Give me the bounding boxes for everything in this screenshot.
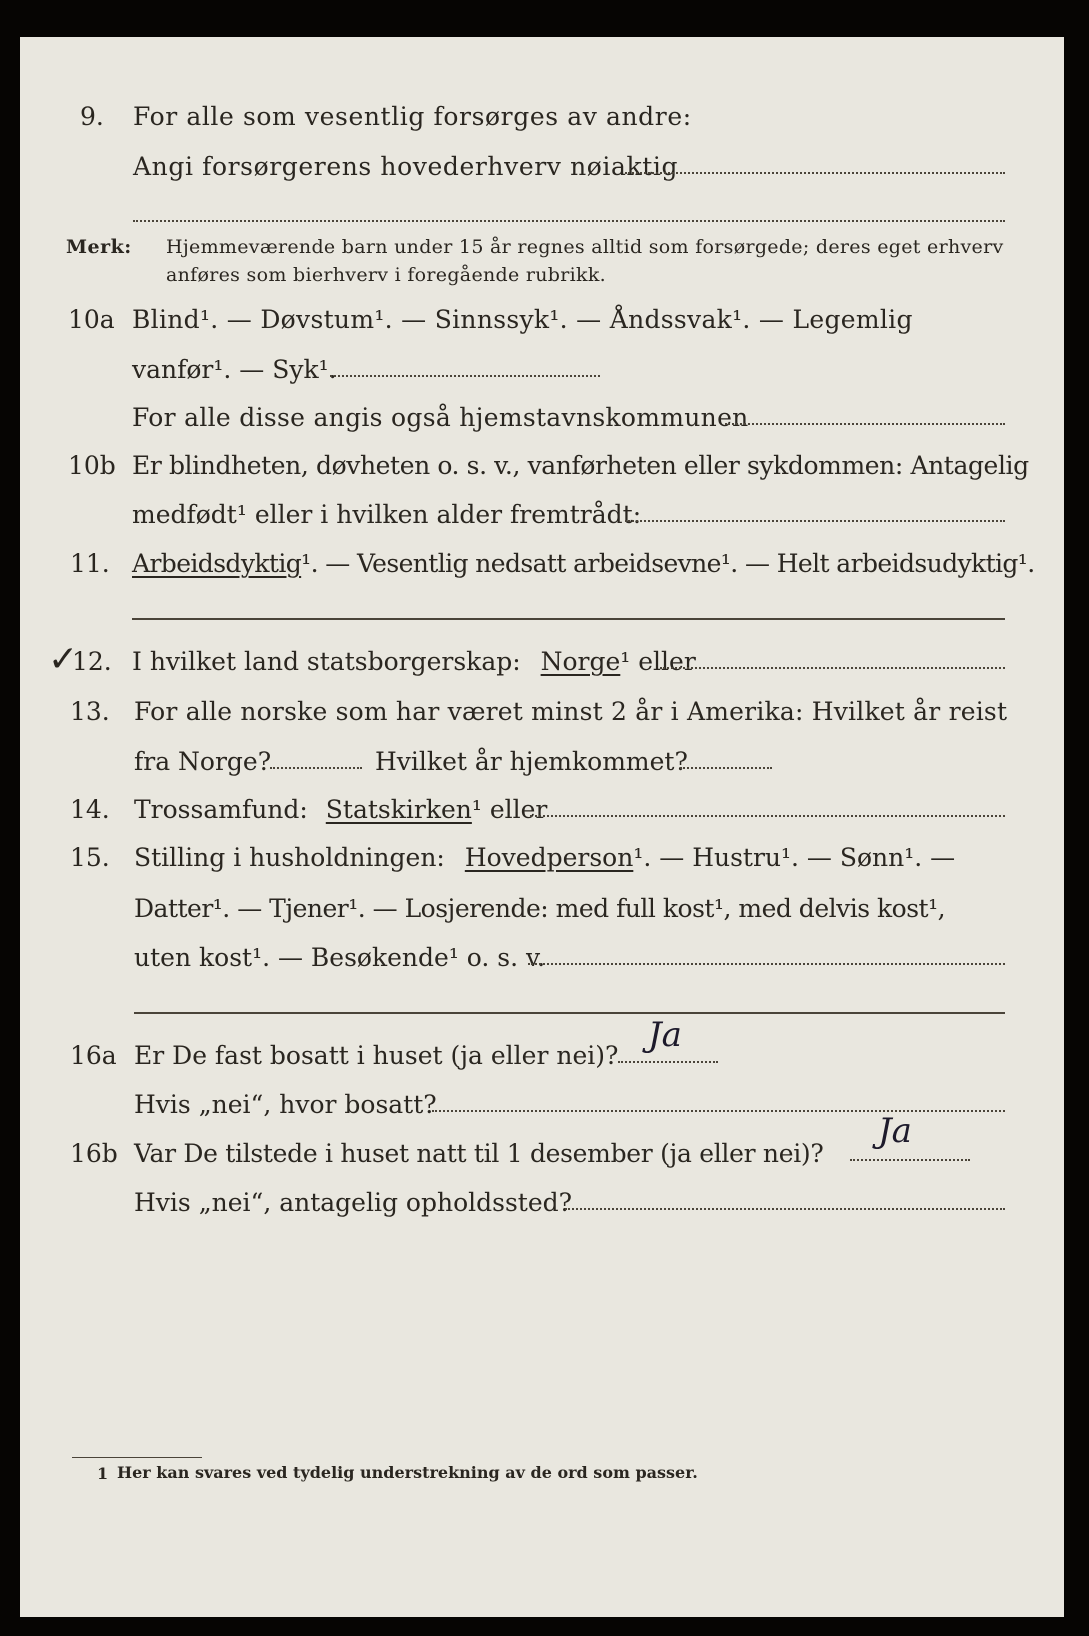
q13-reist-answer-line[interactable] — [270, 767, 362, 769]
q15-line1-pre: Stilling i husholdningen: — [134, 843, 445, 872]
q10b-line1: Er blindheten, døvheten o. s. v., vanførheten eller sykdommen: Antagelig — [132, 451, 1029, 480]
q10a-kommune-answer-line[interactable] — [725, 423, 1005, 425]
q14-post: ¹ eller — [471, 795, 548, 824]
merk-label: Merk: — [66, 236, 132, 258]
q14-number: 14. — [70, 795, 110, 824]
footnote-text: Her kan svares ved tydelig understrekning av de ord som passer. — [117, 1463, 698, 1482]
q13-line2b: Hvilket år hjemkommet? — [375, 747, 688, 776]
q16b-opholdssted-answer-line[interactable] — [565, 1208, 1005, 1210]
q12-answer-line[interactable] — [660, 667, 1005, 669]
q13-line2a: fra Norge? — [134, 747, 272, 776]
q11-answer-line[interactable] — [132, 618, 1005, 620]
q16b-answer-line[interactable] — [850, 1159, 970, 1161]
q10a-line1: Blind¹. — Døvstum¹. — Sinnssyk¹. — Åndssvak¹. — Legemlig — [132, 305, 913, 334]
q12-pre: I hvilket land statsborgerskap: — [132, 647, 521, 676]
merk-line1: Hjemmeværende barn under 15 år regnes alltid som forsørgede; deres eget erhverv — [166, 236, 1004, 258]
q10a-syk-answer-line[interactable] — [330, 375, 600, 377]
q15-line1 — [134, 843, 955, 873]
q11-option-arbeidsdyktig[interactable]: Arbeidsdyktig — [132, 549, 302, 578]
q13-number: 13. — [70, 697, 110, 726]
q9-line1: For alle som vesentlig forsørges av andre: — [133, 102, 692, 131]
q12-line — [132, 647, 696, 677]
footnote-mark: 1 — [97, 1464, 109, 1483]
q13-line1: For alle norske som har været minst 2 år i Amerika: Hvilket år reist — [134, 697, 1008, 726]
q14-line — [134, 795, 547, 825]
q10b-answer-line[interactable] — [625, 520, 1005, 522]
q10b-number: 10b — [68, 451, 116, 480]
q14-option-statskirken[interactable]: Statskirken — [325, 795, 472, 824]
q10a-line3: For alle disse angis også hjemstavnskommunen — [132, 403, 749, 432]
q16b-line2: Hvis „nei“, antagelig opholdssted? — [134, 1188, 573, 1217]
q16b-number: 16b — [70, 1139, 118, 1168]
census-form-page — [20, 37, 1064, 1617]
q16a-line1: Er De fast bosatt i huset (ja eller nei)? — [134, 1041, 619, 1070]
q16a-handwritten-answer: Ja — [648, 1015, 682, 1055]
q15-option-hovedperson[interactable]: Hovedperson — [464, 843, 634, 872]
q14-pre: Trossamfund: — [134, 795, 308, 824]
q13-hjemkommet-answer-line[interactable] — [680, 767, 772, 769]
q9-answer-line[interactable] — [625, 172, 1005, 174]
q10a-line2: vanfør¹. — Syk¹. — [132, 355, 337, 384]
q16a-answer-line[interactable] — [618, 1061, 718, 1063]
q16b-handwritten-answer: Ja — [878, 1111, 912, 1151]
q16a-line2: Hvis „nei“, hvor bosatt? — [134, 1090, 437, 1119]
q10b-line2: medfødt¹ eller i hvilken alder fremtrådt: — [132, 500, 642, 529]
q15-line2: Datter¹. — Tjener¹. — Losjerende: med full kost¹, med delvis kost¹, — [134, 894, 946, 923]
q12-post: ¹ eller — [620, 647, 696, 676]
q12-number: 12. — [72, 647, 112, 676]
q15-line3: uten kost¹. — Besøkende¹ o. s. v. — [134, 943, 546, 972]
q15-answer-line[interactable] — [528, 963, 1005, 965]
q11-rest: ¹. — Vesentlig nedsatt arbeidsevne¹. — Helt arbeidsudyktig¹. — [301, 549, 1035, 578]
q14-answer-line[interactable] — [530, 815, 1005, 817]
q16b-line1: Var De tilstede i huset natt til 1 desember (ja eller nei)? — [134, 1139, 824, 1168]
q15-answer-line-2[interactable] — [134, 1012, 1005, 1014]
q10a-number: 10a — [68, 305, 115, 334]
checkmark-icon: ✓ — [48, 639, 79, 680]
q16a-bosatt-answer-line[interactable] — [432, 1110, 1005, 1112]
q16a-number: 16a — [70, 1041, 117, 1070]
q15-number: 15. — [70, 843, 110, 872]
footnote-divider — [72, 1457, 202, 1458]
q9-number: 9. — [80, 102, 104, 131]
q12-option-norge[interactable]: Norge — [540, 647, 621, 676]
q11-number: 11. — [70, 549, 110, 578]
q9-answer-line-2[interactable] — [133, 220, 1005, 222]
q9-line2: Angi forsørgerens hovederhverv nøiaktig — [133, 152, 679, 181]
q11-line — [132, 549, 1035, 579]
q15-line1-post: ¹. — Hustru¹. — Sønn¹. — — [633, 843, 956, 872]
merk-line2: anføres som bierhverv i foregående rubrikk. — [166, 264, 606, 286]
